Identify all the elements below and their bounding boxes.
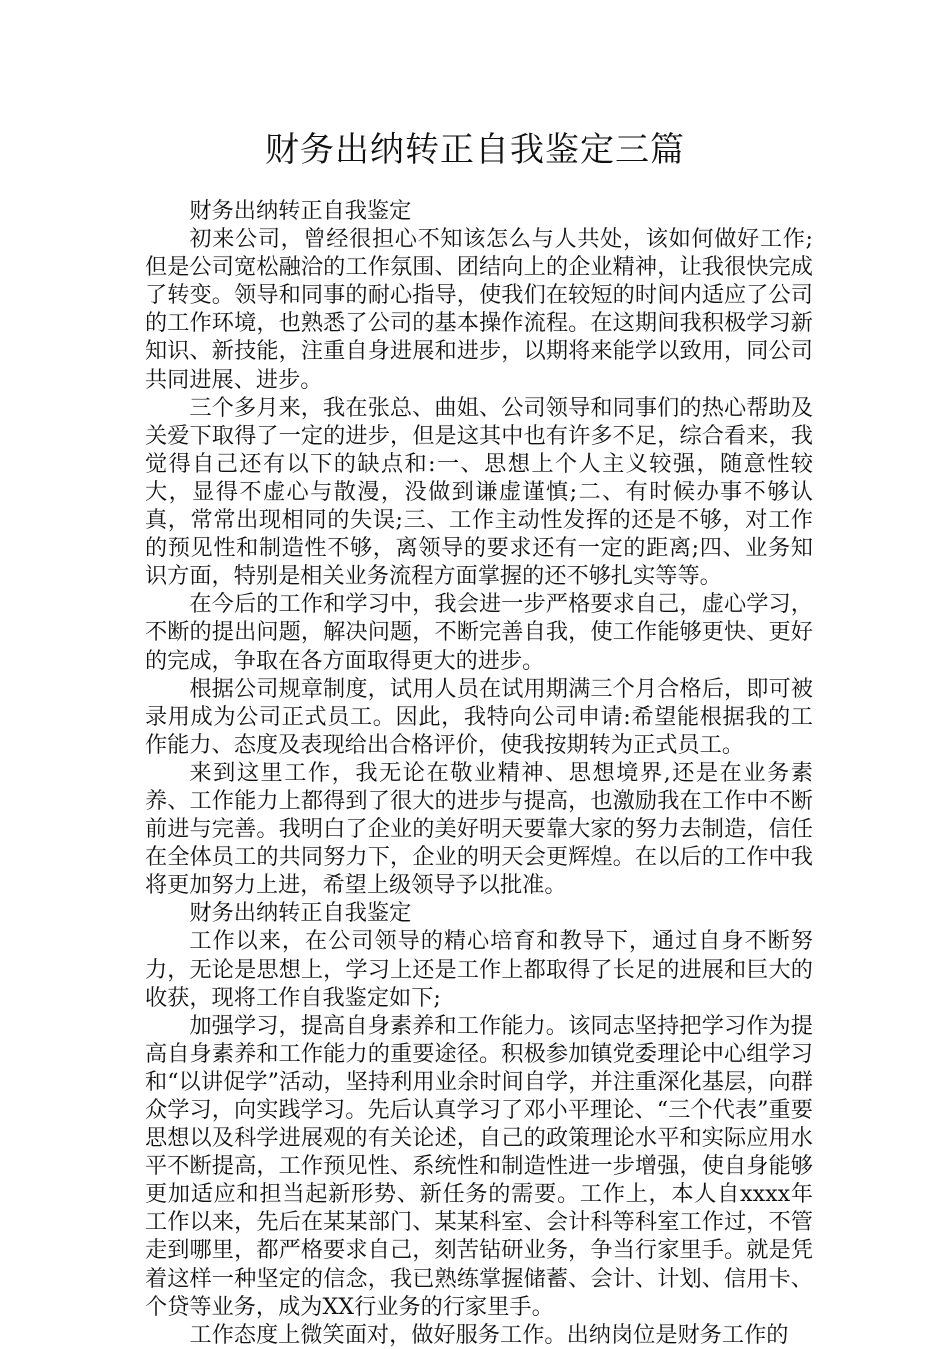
section-heading: 财务出纳转正自我鉴定 [189,900,412,927]
body-paragraph: 根据公司规章制度，试用人员在试用期满三个月合格后，即可被录用成为公司正式员工。因此，我特向公司申请:希望能根据我的工作能力、态度及表现给出合格评价，使我按期转为正式员工。 [145,675,813,758]
section-heading: 财务出纳转正自我鉴定 [189,198,412,224]
body-paragraph: 工作以来，在公司领导的精心培育和教导下，通过自身不断努力，无论是思想上，学习上还是工作上都取得了长足的进展和巨大的收获，现将工作自我鉴定如下; [145,928,813,1011]
body-paragraph: 三个多月来，我在张总、曲姐、公司领导和同事们的热心帮助及关爱下取得了一定的进步，但是这其中也有许多不足，综合看来，我觉得自己还有以下的缺点和:一、思想上个人主义较强，随意性较大，显得不虚心与散漫，没做到谦虚谨慎;二、有时候办事不够认真，常常出现相同的失误;三、工作主动性发挥的还是不够，对工作的预见性和制造性不够，离领导的要求还有一定的距离;四、业务知识方面，特别是相关业务流程方面掌握的还不够扎实等等。 [145,394,813,590]
body-paragraph: 加强学习，提高自身素养和工作能力。该同志坚持把学习作为提高自身素养和工作能力的重要途径。积极参加镇党委理论中心组学习和“以讲促学”活动，坚持利用业余时间自学，并注重深化基层，向群众学习，向实践学习。先后认真学习了邓小平理论、“三个代表”重要思想以及科学进展观的有关论述，自己的政策理论水平和实际应用水平不断提高，工作预见性、系统性和制造性进一步增强，使自身能够更加适应和担当起新形势、新任务的需要。工作上，本人自xxxx年工作以来，先后在某某部门、某某科室、会计科等科室工作过，不管走到哪里，都严格要求自己，刻苦钻研业务，争当行家里手。就是凭着这样一种坚定的信念，我已熟练掌握储蓄、会计、计划、信用卡、个贷等业务，成为XX行业务的行家里手。 [145,1012,813,1320]
body-paragraph: 初来公司，曾经很担心不知该怎么与人共处，该如何做好工作;但是公司宽松融洽的工作氛围、团结向上的企业精神，让我很快完成了转变。领导和同事的耐心指导，使我们在较短的时间内适应了公司的工作环境，也熟悉了公司的基本操作流程。在这期间我积极学习新知识、新技能，注重自身进展和进步，以期将来能学以致用，同公司共同进展、进步。 [145,226,813,393]
body-paragraph: 工作态度上微笑面对，做好服务工作。出纳岗位是财务工作的 [189,1321,789,1348]
document-body [145,197,813,1349]
body-paragraph: 在今后的工作和学习中，我会进一步严格要求自己，虚心学习，不断的提出问题，解决问题，不断完善自我，使工作能够更快、更好的完成，争取在各方面取得更大的进步。 [145,591,813,674]
document-title: 财务出纳转正自我鉴定三篇 [265,130,685,170]
body-paragraph: 来到这里工作，我无论在敬业精神、思想境界,还是在业务素养、工作能力上都得到了很大的进步与提高，也激励我在工作中不断前进与完善。我明白了企业的美好明天要靠大家的努力去制造，信任在全体员工的共同努力下，企业的明天会更辉煌。在以后的工作中我将更加努力上进，希望上级领导予以批准。 [145,759,813,899]
